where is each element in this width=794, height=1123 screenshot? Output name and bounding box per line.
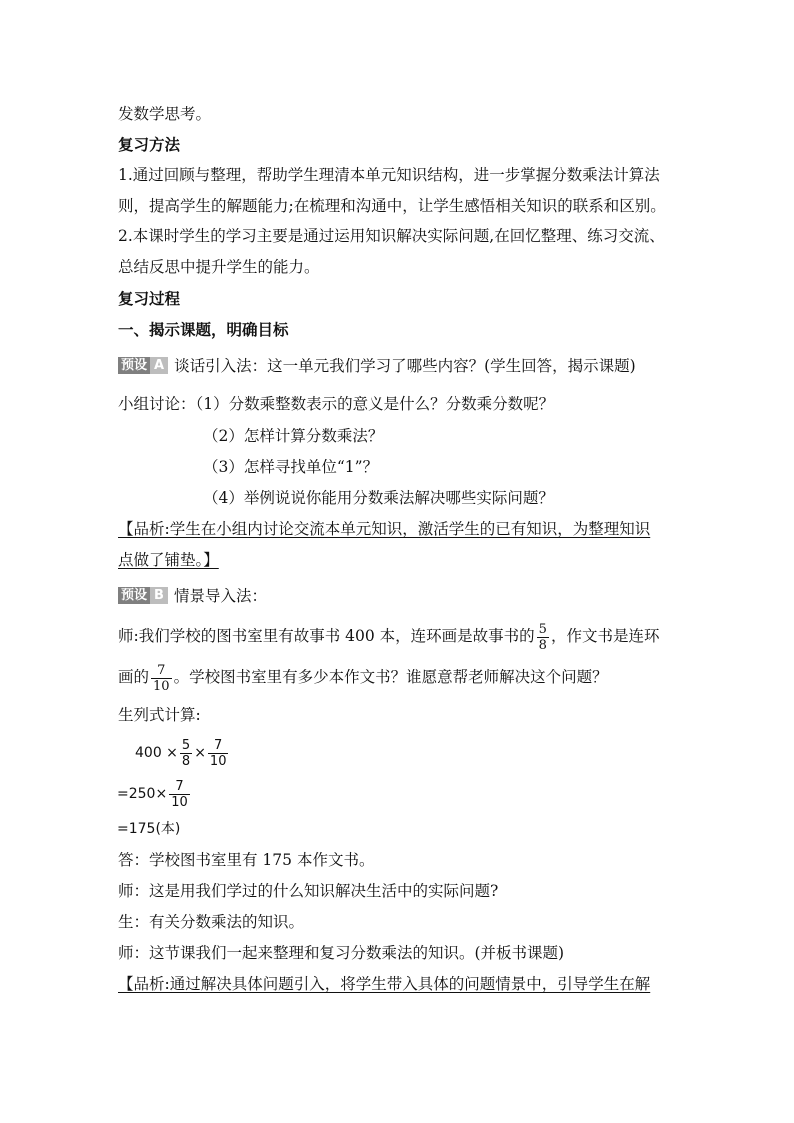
fraction: $\frac{7}{10}$ <box>209 737 227 769</box>
fraction: $\frac{7}{10}$ <box>171 778 188 810</box>
fraction: $\frac{5}{8}$ <box>181 737 191 769</box>
text-line: 总结反思中提升学生的能力。 <box>118 258 320 276</box>
text-line: （2）怎样计算分数乘法？ <box>203 427 384 445</box>
equation-line: =175(本) <box>117 821 181 837</box>
text-line: 2.本课时学生的学习主要是通过运用知识解决实际问题,在回忆整理、练习交流、 <box>118 227 665 245</box>
fraction: $\frac{7}{10}$ <box>153 662 170 694</box>
section-heading: 复习方法 <box>118 135 181 154</box>
text-line: 师:我们学校的图书室里有故事书 400 本，连环画是故事书的 $\frac{5}{8}$ ，作文书是连环 <box>118 621 660 653</box>
preset-b-badge: 预设 B <box>118 583 168 607</box>
text-line: 画的 $\frac{7}{10}$ 。学校图书室里有多少本作文书？谁愿意帮老师解决这个问题？ <box>118 662 608 694</box>
text-line: 师：这节课我们一起来整理和复习分数乘法的知识。(并板书课题) <box>118 944 565 962</box>
comment-line: 【品析:通过解决具体问题引入，将学生带入具体的问题情景中，引导学生在解 <box>118 975 651 993</box>
text-line: 生列式计算: <box>118 706 201 724</box>
text-line: 小组讨论：（1）分数乘整数表示的意义是什么？分数乘分数呢？ <box>118 395 555 413</box>
text-line: 答：学校图书室里有 175 本作文书。 <box>118 851 375 869</box>
text-line: 生：有关分数乘法的知识。 <box>118 913 305 931</box>
section-heading: 复习过程 <box>118 289 181 308</box>
comment-line: 点做了铺垫。】 <box>118 551 219 569</box>
equation-line: 400 × $\frac{5}{8}$ × $\frac{7}{10}$ <box>135 737 227 769</box>
text-line: （3）怎样寻找单位“1”？ <box>203 458 379 476</box>
text-line: 发数学思考。 <box>118 105 212 123</box>
equation-line: =250× $\frac{7}{10}$ <box>117 778 188 810</box>
text-line: 1.通过回顾与整理，帮助学生理清本单元知识结构，进一步掌握分数乘法计算法 <box>118 166 660 184</box>
text-line: 则，提高学生的解题能力;在梳理和沟通中，让学生感悟相关知识的联系和区别。 <box>118 197 666 215</box>
text-line: 师：这是用我们学过的什么知识解决生活中的实际问题? <box>118 882 499 900</box>
comment-line: 【品析:学生在小组内讨论交流本单元知识，激活学生的已有知识，为整理知识 <box>118 520 651 538</box>
subsection-heading: 一、揭示课题，明确目标 <box>118 320 289 339</box>
preset-a-badge: 预设 A <box>118 353 168 377</box>
preset-b-line: 预设 B 情景导入法： <box>118 585 267 609</box>
fraction: $\frac{5}{8}$ <box>538 621 547 653</box>
preset-a-line: 预设 A 谈话引入法：这一单元我们学习了哪些内容？(学生回答，揭示课题) <box>118 355 636 379</box>
text-line: （4）举例说说你能用分数乘法解决哪些实际问题？ <box>203 489 554 507</box>
